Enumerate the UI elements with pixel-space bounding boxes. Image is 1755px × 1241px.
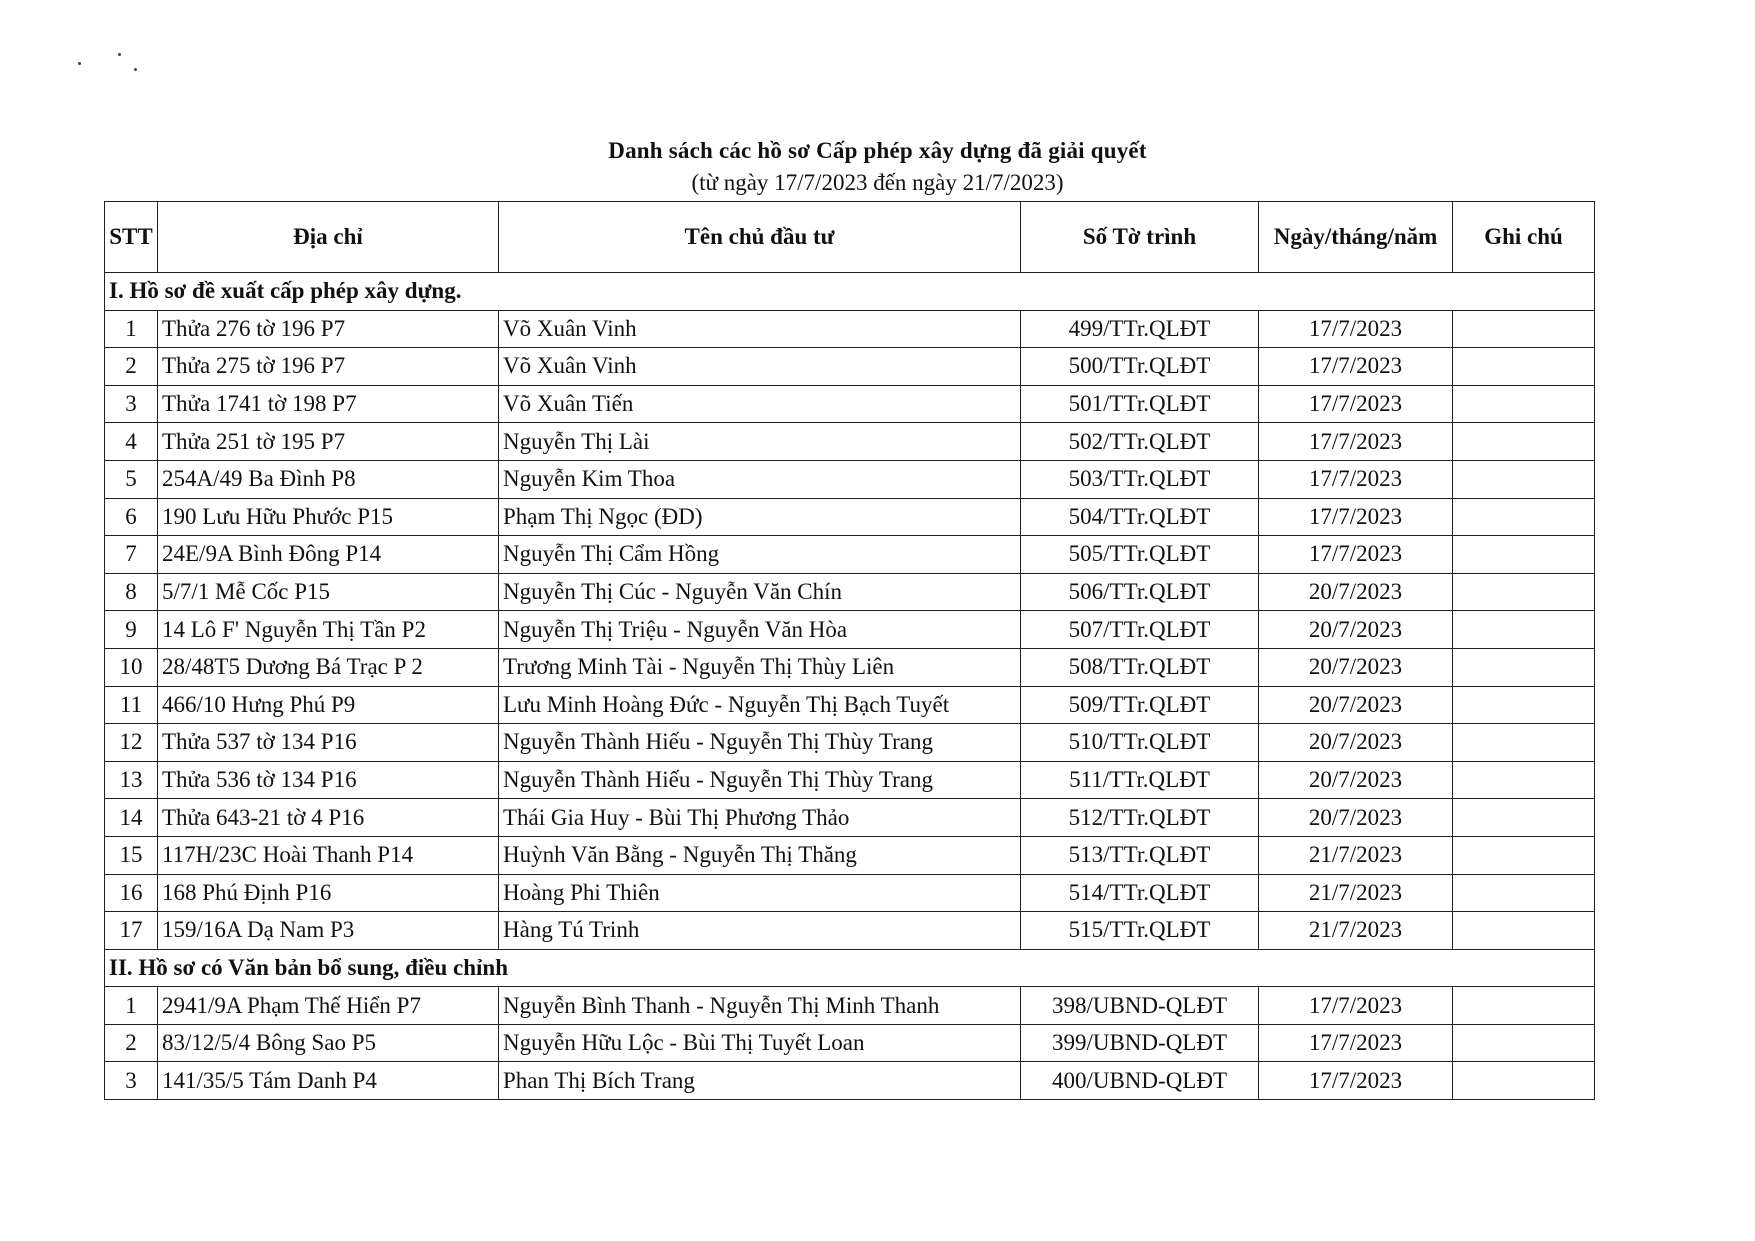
cell-date: 20/7/2023 — [1259, 611, 1453, 649]
cell-date: 17/7/2023 — [1259, 423, 1453, 461]
cell-note — [1453, 498, 1595, 536]
table-row — [105, 1024, 1595, 1062]
cell-owner: Thái Gia Huy - Bùi Thị Phương Thảo — [499, 799, 1021, 837]
cell-number: 509/TTr.QLĐT — [1021, 686, 1259, 724]
cell-date: 20/7/2023 — [1259, 573, 1453, 611]
table-row — [105, 799, 1595, 837]
cell-note — [1453, 761, 1595, 799]
header-stt: STT — [105, 202, 158, 273]
cell-stt: 10 — [105, 648, 158, 686]
cell-number: 507/TTr.QLĐT — [1021, 611, 1259, 649]
cell-address: 2941/9A Phạm Thế Hiển P7 — [158, 987, 499, 1025]
cell-owner: Võ Xuân Vinh — [499, 348, 1021, 386]
table-row — [105, 648, 1595, 686]
cell-owner: Huỳnh Văn Bằng - Nguyễn Thị Thăng — [499, 836, 1021, 874]
cell-address: 466/10 Hưng Phú P9 — [158, 686, 499, 724]
header-number: Số Tờ trình — [1021, 202, 1259, 273]
cell-stt: 12 — [105, 724, 158, 762]
header-owner: Tên chủ đầu tư — [499, 202, 1021, 273]
cell-stt: 17 — [105, 912, 158, 950]
cell-stt: 1 — [105, 310, 158, 348]
cell-note — [1453, 310, 1595, 348]
cell-note — [1453, 912, 1595, 950]
cell-stt: 2 — [105, 348, 158, 386]
cell-date: 17/7/2023 — [1259, 536, 1453, 574]
cell-stt: 2 — [105, 1024, 158, 1062]
cell-address: Thửa 276 tờ 196 P7 — [158, 310, 499, 348]
cell-stt: 11 — [105, 686, 158, 724]
cell-date: 20/7/2023 — [1259, 724, 1453, 762]
cell-number: 510/TTr.QLĐT — [1021, 724, 1259, 762]
cell-number: 399/UBND-QLĐT — [1021, 1024, 1259, 1062]
cell-date: 17/7/2023 — [1259, 498, 1453, 536]
table-row — [105, 423, 1595, 461]
cell-note — [1453, 536, 1595, 574]
cell-owner: Nguyễn Thành Hiếu - Nguyễn Thị Thùy Trang — [499, 724, 1021, 762]
table-row — [105, 348, 1595, 386]
cell-date: 20/7/2023 — [1259, 761, 1453, 799]
cell-note — [1453, 573, 1595, 611]
header-note: Ghi chú — [1453, 202, 1595, 273]
cell-stt: 3 — [105, 1062, 158, 1100]
cell-note — [1453, 686, 1595, 724]
cell-stt: 16 — [105, 874, 158, 912]
cell-number: 503/TTr.QLĐT — [1021, 460, 1259, 498]
table-row — [105, 611, 1595, 649]
table-row — [105, 498, 1595, 536]
cell-note — [1453, 385, 1595, 423]
cell-stt: 7 — [105, 536, 158, 574]
cell-date: 17/7/2023 — [1259, 987, 1453, 1025]
cell-owner: Phạm Thị Ngọc (ĐD) — [499, 498, 1021, 536]
cell-address: 254A/49 Ba Đình P8 — [158, 460, 499, 498]
cell-note — [1453, 611, 1595, 649]
cell-number: 506/TTr.QLĐT — [1021, 573, 1259, 611]
cell-number: 508/TTr.QLĐT — [1021, 648, 1259, 686]
cell-owner: Nguyễn Bình Thanh - Nguyễn Thị Minh Thanh — [499, 987, 1021, 1025]
document-title: Danh sách các hồ sơ Cấp phép xây dựng đã giải quyết — [608, 138, 1147, 163]
cell-number: 501/TTr.QLĐT — [1021, 385, 1259, 423]
cell-date: 20/7/2023 — [1259, 799, 1453, 837]
cell-number: 511/TTr.QLĐT — [1021, 761, 1259, 799]
cell-note — [1453, 1062, 1595, 1100]
cell-number: 502/TTr.QLĐT — [1021, 423, 1259, 461]
section-1-title: I. Hồ sơ đề xuất cấp phép xây dựng. — [105, 273, 1595, 311]
cell-stt: 14 — [105, 799, 158, 837]
cell-date: 17/7/2023 — [1259, 310, 1453, 348]
cell-address: 117H/23C Hoài Thanh P14 — [158, 836, 499, 874]
cell-date: 17/7/2023 — [1259, 1024, 1453, 1062]
cell-date: 21/7/2023 — [1259, 912, 1453, 950]
cell-owner: Hoàng Phi Thiên — [499, 874, 1021, 912]
permit-table — [104, 201, 1595, 1100]
cell-address: 159/16A Dạ Nam P3 — [158, 912, 499, 950]
cell-address: Thửa 536 tờ 134 P16 — [158, 761, 499, 799]
section-row — [105, 949, 1595, 987]
table-row — [105, 460, 1595, 498]
cell-owner: Nguyễn Thị Cúc - Nguyễn Văn Chín — [499, 573, 1021, 611]
cell-address: Thửa 537 tờ 134 P16 — [158, 724, 499, 762]
section-2-title: II. Hồ sơ có Văn bản bổ sung, điều chỉnh — [105, 949, 1595, 987]
cell-number: 515/TTr.QLĐT — [1021, 912, 1259, 950]
cell-note — [1453, 836, 1595, 874]
cell-date: 20/7/2023 — [1259, 686, 1453, 724]
cell-owner: Trương Minh Tài - Nguyễn Thị Thùy Liên — [499, 648, 1021, 686]
cell-owner: Nguyễn Thị Triệu - Nguyễn Văn Hòa — [499, 611, 1021, 649]
cell-owner: Phan Thị Bích Trang — [499, 1062, 1021, 1100]
cell-stt: 5 — [105, 460, 158, 498]
cell-number: 500/TTr.QLĐT — [1021, 348, 1259, 386]
cell-date: 17/7/2023 — [1259, 348, 1453, 386]
cell-address: 83/12/5/4 Bông Sao P5 — [158, 1024, 499, 1062]
header-address: Địa chỉ — [158, 202, 499, 273]
table-row — [105, 310, 1595, 348]
cell-date: 17/7/2023 — [1259, 1062, 1453, 1100]
cell-owner: Võ Xuân Vinh — [499, 310, 1021, 348]
cell-stt: 9 — [105, 611, 158, 649]
cell-date: 21/7/2023 — [1259, 836, 1453, 874]
cell-number: 504/TTr.QLĐT — [1021, 498, 1259, 536]
cell-address: Thửa 251 tờ 195 P7 — [158, 423, 499, 461]
cell-note — [1453, 799, 1595, 837]
table-row — [105, 836, 1595, 874]
cell-address: Thửa 275 tờ 196 P7 — [158, 348, 499, 386]
cell-owner: Nguyễn Thị Cẩm Hồng — [499, 536, 1021, 574]
cell-stt: 4 — [105, 423, 158, 461]
cell-note — [1453, 724, 1595, 762]
table-row — [105, 724, 1595, 762]
cell-note — [1453, 423, 1595, 461]
table-row — [105, 987, 1595, 1025]
cell-address: 141/35/5 Tám Danh P4 — [158, 1062, 499, 1100]
table-row — [105, 1062, 1595, 1100]
table-body — [105, 273, 1595, 1100]
cell-note — [1453, 348, 1595, 386]
cell-number: 499/TTr.QLĐT — [1021, 310, 1259, 348]
cell-note — [1453, 1024, 1595, 1062]
cell-owner: Nguyễn Kim Thoa — [499, 460, 1021, 498]
cell-owner: Nguyễn Thị Lài — [499, 423, 1021, 461]
scan-speck — [118, 53, 121, 56]
cell-number: 512/TTr.QLĐT — [1021, 799, 1259, 837]
cell-owner: Nguyễn Hữu Lộc - Bùi Thị Tuyết Loan — [499, 1024, 1021, 1062]
scan-speck — [134, 68, 137, 71]
table-header-row — [105, 202, 1595, 273]
table-row — [105, 385, 1595, 423]
cell-date: 17/7/2023 — [1259, 385, 1453, 423]
cell-stt: 8 — [105, 573, 158, 611]
cell-owner: Nguyễn Thành Hiếu - Nguyễn Thị Thùy Trang — [499, 761, 1021, 799]
cell-stt: 15 — [105, 836, 158, 874]
cell-number: 505/TTr.QLĐT — [1021, 536, 1259, 574]
cell-address: 28/48T5 Dương Bá Trạc P 2 — [158, 648, 499, 686]
cell-address: 14 Lô F' Nguyễn Thị Tần P2 — [158, 611, 499, 649]
cell-note — [1453, 987, 1595, 1025]
cell-number: 398/UBND-QLĐT — [1021, 987, 1259, 1025]
cell-address: 5/7/1 Mễ Cốc P15 — [158, 573, 499, 611]
header-date: Ngày/tháng/năm — [1259, 202, 1453, 273]
cell-owner: Lưu Minh Hoàng Đức - Nguyễn Thị Bạch Tuyết — [499, 686, 1021, 724]
cell-stt: 13 — [105, 761, 158, 799]
document-subtitle: (từ ngày 17/7/2023 đến ngày 21/7/2023) — [691, 170, 1064, 195]
cell-date: 21/7/2023 — [1259, 874, 1453, 912]
cell-address: 168 Phú Định P16 — [158, 874, 499, 912]
cell-number: 513/TTr.QLĐT — [1021, 836, 1259, 874]
table-row — [105, 686, 1595, 724]
cell-address: Thửa 643-21 tờ 4 P16 — [158, 799, 499, 837]
table-row — [105, 912, 1595, 950]
cell-owner: Võ Xuân Tiến — [499, 385, 1021, 423]
cell-address: Thửa 1741 tờ 198 P7 — [158, 385, 499, 423]
cell-address: 190 Lưu Hữu Phước P15 — [158, 498, 499, 536]
cell-date: 17/7/2023 — [1259, 460, 1453, 498]
cell-owner: Hàng Tú Trinh — [499, 912, 1021, 950]
scan-speck — [78, 62, 81, 65]
cell-address: 24E/9A Bình Đông P14 — [158, 536, 499, 574]
cell-number: 400/UBND-QLĐT — [1021, 1062, 1259, 1100]
cell-note — [1453, 648, 1595, 686]
table-row — [105, 874, 1595, 912]
table-row — [105, 573, 1595, 611]
section-row — [105, 273, 1595, 311]
cell-number: 514/TTr.QLĐT — [1021, 874, 1259, 912]
cell-stt: 3 — [105, 385, 158, 423]
cell-stt: 1 — [105, 987, 158, 1025]
table-row — [105, 761, 1595, 799]
cell-note — [1453, 460, 1595, 498]
cell-date: 20/7/2023 — [1259, 648, 1453, 686]
cell-stt: 6 — [105, 498, 158, 536]
table-row — [105, 536, 1595, 574]
cell-note — [1453, 874, 1595, 912]
